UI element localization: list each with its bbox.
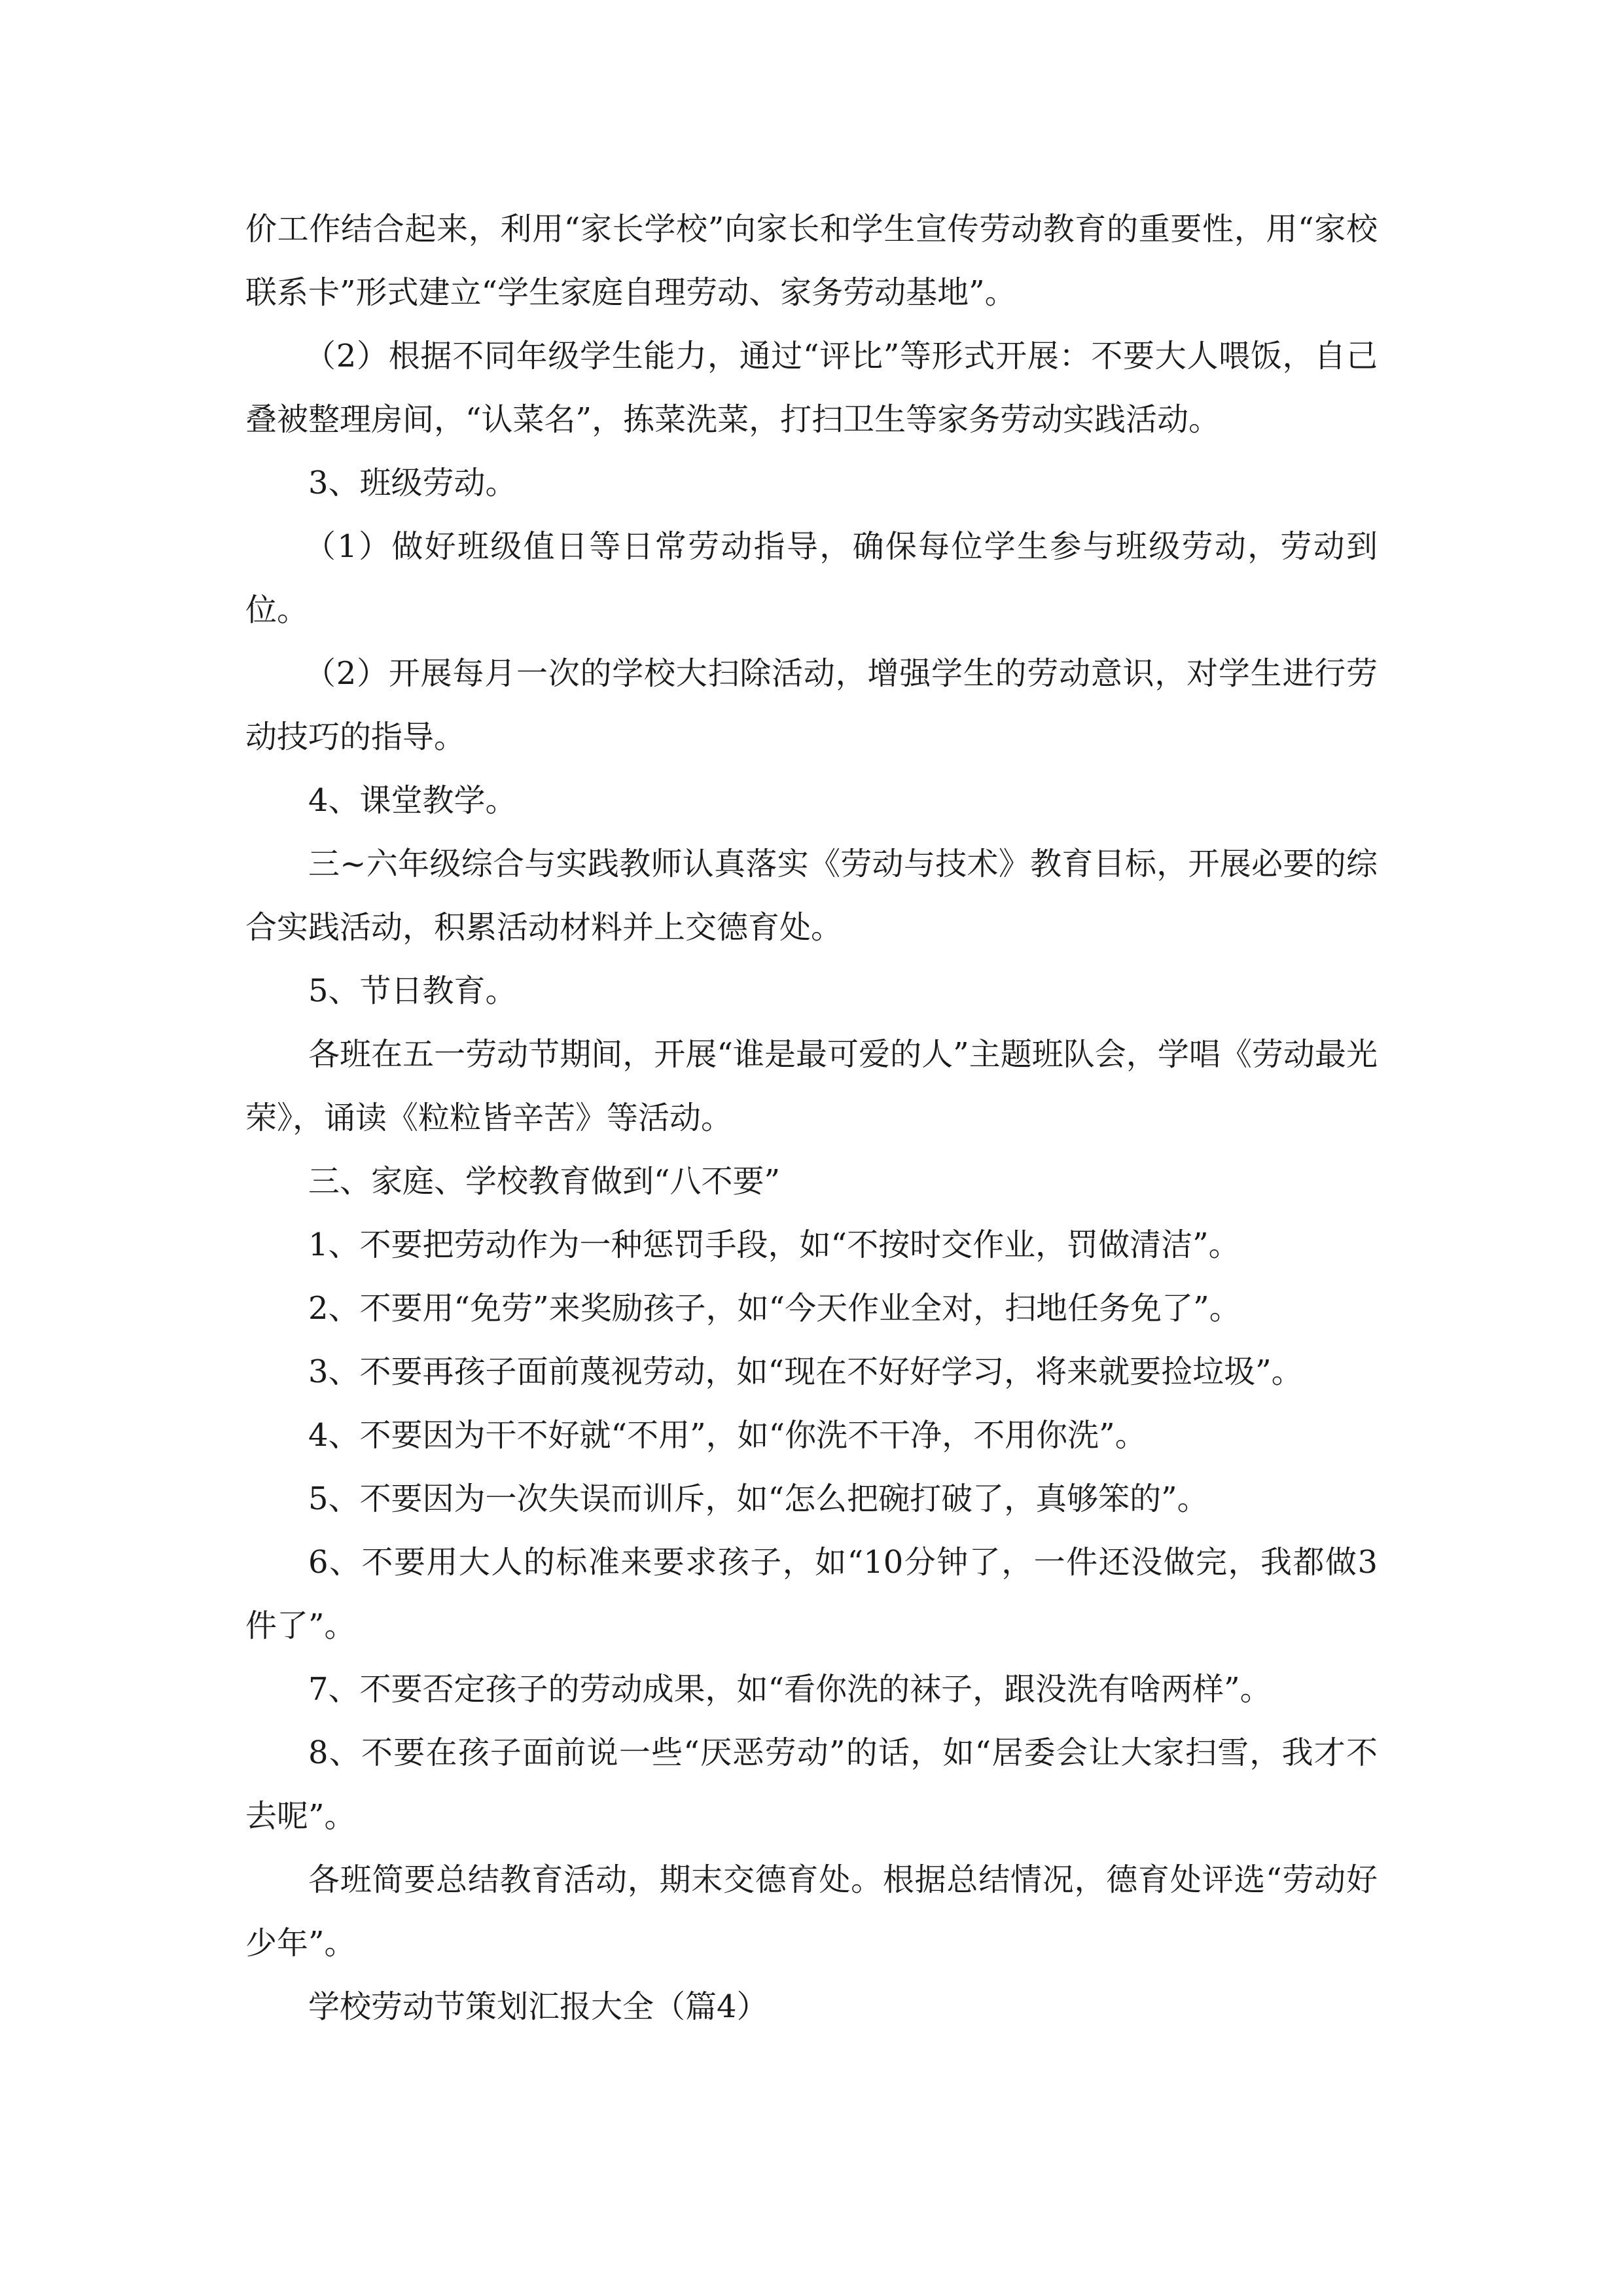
list-item: 8、不要在孩子面前说一些“厌恶劳动”的话，如“居委会让大家扫雪，我才不去呢”。	[245, 1734, 1378, 1835]
paragraph-summary: 各班简要总结教育活动，期末交德育处。根据总结情况，德育处评选“劳动好少年”。	[245, 1861, 1378, 1962]
paragraph-holiday-education: 各班在五一劳动节期间，开展“谁是最可爱的人”主题班队会，学唱《劳动最光荣》，诵读《粒粒皆辛苦》等活动。	[245, 1036, 1378, 1136]
list-item: 6、不要用大人的标准来要求孩子，如“10分钟了，一件还没做完，我都做3件了”。	[245, 1544, 1378, 1644]
section-title: 学校劳动节策划汇报大全（篇4）	[308, 1988, 768, 2025]
list-item: 1、不要把劳动作为一种惩罚手段，如“不按时交作业，罚做清洁”。	[308, 1227, 1240, 1263]
list-item: 7、不要否定孩子的劳动成果，如“看你洗的袜子，跟没洗有啥两样”。	[308, 1671, 1272, 1708]
paragraph-class-item-2: （2）开展每月一次的学校大扫除活动，增强学生的劳动意识，对学生进行劳动技巧的指导。	[245, 655, 1378, 755]
list-item: 4、不要因为干不好就“不用”，如“你洗不干净，不用你洗”。	[308, 1417, 1147, 1454]
list-item: 3、不要再孩子面前蔑视劳动，如“现在不好好学习，将来就要捡垃圾”。	[308, 1354, 1303, 1390]
document-body	[245, 198, 1378, 2039]
paragraph-classroom-teaching: 三~六年级综合与实践教师认真落实《劳动与技术》教育目标，开展必要的综合实践活动，积累活动材料并上交德育处。	[245, 846, 1378, 946]
heading-eight-donts: 三、家庭、学校教育做到“八不要”	[308, 1163, 781, 1200]
paragraph-class-item-1: （1）做好班级值日等日常劳动指导，确保每位学生参与班级劳动，劳动到位。	[245, 528, 1378, 628]
list-item: 2、不要用“免劳”来奖励孩子，如“今天作业全对，扫地任务免了”。	[308, 1290, 1241, 1327]
heading-class-labor: 3、班级劳动。	[308, 465, 517, 501]
heading-holiday-education: 5、节日教育。	[308, 973, 517, 1009]
paragraph-continuation: 价工作结合起来，利用“家长学校”向家长和学生宣传劳动教育的重要性，用“家校联系卡”形式建立“学生家庭自理劳动、家务劳动基地”。	[245, 211, 1378, 311]
list-item: 5、不要因为一次失误而训斥，如“怎么把碗打破了，真够笨的”。	[308, 1480, 1209, 1517]
paragraph-item-2: （2）根据不同年级学生能力，通过“评比”等形式开展：不要大人喂饭，自己叠被整理房间，“认菜名”，拣菜洗菜，打扫卫生等家务劳动实践活动。	[245, 338, 1378, 438]
heading-classroom-teaching: 4、课堂教学。	[308, 782, 517, 819]
